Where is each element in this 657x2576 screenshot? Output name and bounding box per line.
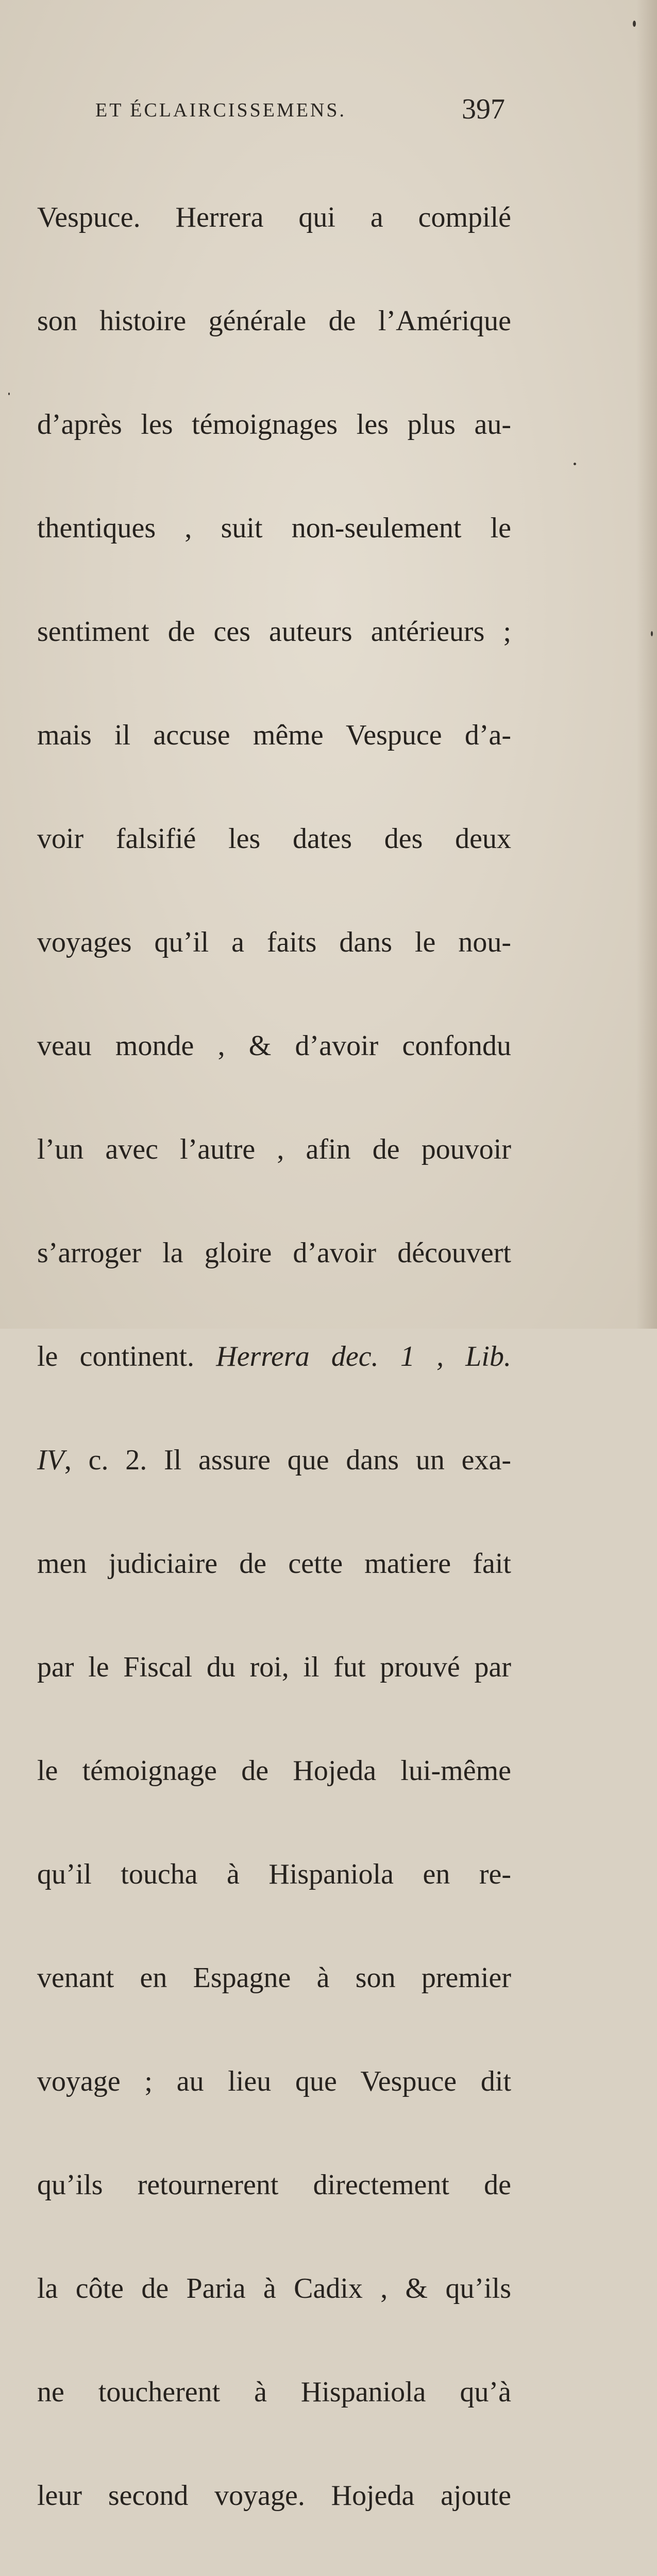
- text-line-with-citation: [37, 1340, 511, 1374]
- text-line: voir falsifié les dates des deux: [37, 823, 511, 855]
- text-line: qu’ils retournerent directement de: [37, 2169, 511, 2201]
- text-line: Vespuce. Herrera qui a compilé: [37, 201, 511, 233]
- text-line: ne toucherent à Hispaniola qu’à: [37, 2376, 511, 2408]
- text-line: sentiment de ces auteurs antérieurs ;: [37, 616, 511, 648]
- citation-book-number: IV: [37, 1444, 64, 1476]
- ink-speck: [633, 21, 636, 27]
- text-line: par le Fiscal du roi, il fut prouvé par: [37, 1651, 511, 1683]
- text-line: voyages qu’il a faits dans le nou-: [37, 926, 511, 958]
- text-line: son histoire générale de l’Amérique: [37, 305, 511, 337]
- text-line: veau monde , & d’avoir confondu: [37, 1030, 511, 1062]
- text-line: thentiques , suit non-seulement le: [37, 512, 511, 544]
- running-head: ET ÉCLAIRCISSEMENS.: [95, 99, 347, 121]
- text-line: men judiciaire de cette matiere fait: [37, 1548, 511, 1580]
- text-line: l’un avec l’autre , afin de pouvoir: [37, 1133, 511, 1165]
- line-text: le continent.: [37, 1341, 195, 1372]
- text-line-with-citation: [37, 1443, 511, 1478]
- page-header: [95, 93, 505, 129]
- text-line: s’arroger la gloire d’avoir découvert: [37, 1237, 511, 1269]
- text-line: leur second voyage. Hojeda ajoute: [37, 2480, 511, 2512]
- text-line: d’après les témoignages les plus au-: [37, 409, 511, 440]
- ink-speck: [8, 393, 10, 395]
- body-text: [37, 131, 511, 2576]
- ink-speck: [574, 463, 576, 465]
- text-line: la côte de Paria à Cadix , & qu’ils: [37, 2273, 511, 2304]
- text-line: mais il accuse même Vespuce d’a-: [37, 719, 511, 751]
- page-number: 397: [462, 93, 505, 125]
- text-line: venant en Espagne à son premier: [37, 1962, 511, 1994]
- text-line: le témoignage de Hojeda lui-même: [37, 1755, 511, 1787]
- text-line: voyage ; au lieu que Vespuce dit: [37, 2065, 511, 2097]
- citation-herrera: Herrera dec. 1 , Lib.: [216, 1341, 511, 1372]
- line-text: , c. 2. Il assure que dans un exa-: [64, 1444, 511, 1476]
- text-line: qu’il toucha à Hispaniola en re-: [37, 1858, 511, 1890]
- ink-speck: [651, 631, 653, 636]
- page-edge-shade: [636, 0, 657, 1329]
